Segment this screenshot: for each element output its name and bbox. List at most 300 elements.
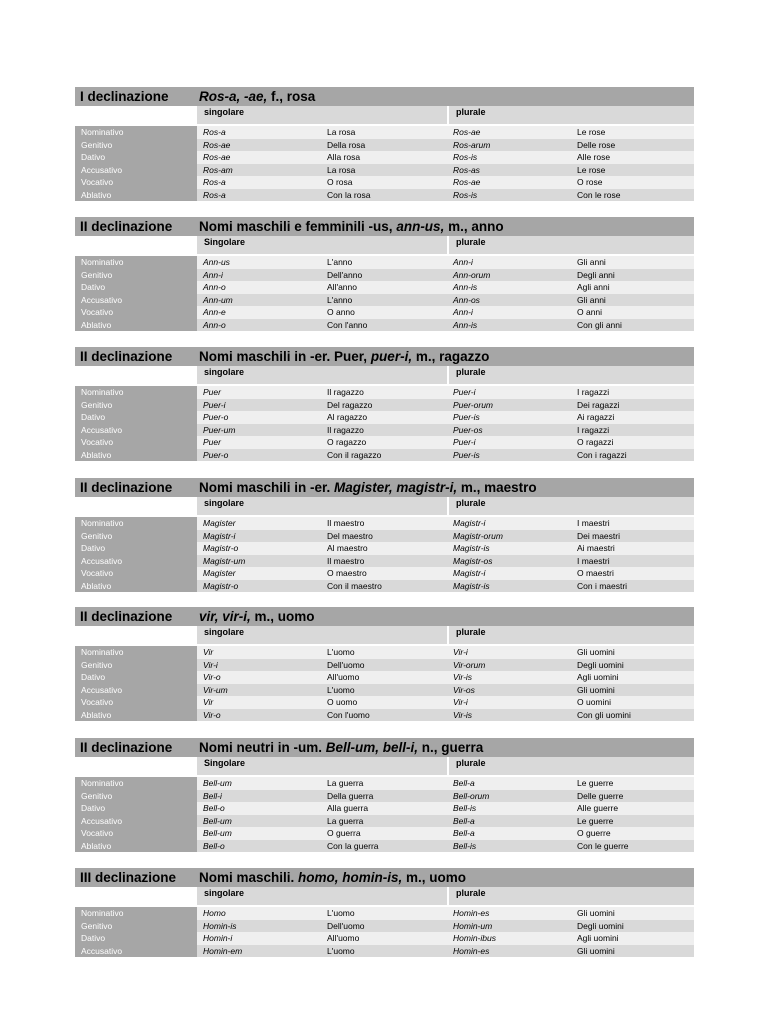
table-row bbox=[75, 411, 694, 424]
table-row bbox=[75, 424, 694, 437]
latin-plural: Magistr-is bbox=[447, 580, 571, 593]
declension-header bbox=[75, 87, 694, 106]
table-row bbox=[75, 684, 694, 697]
latin-singular: Vir-o bbox=[197, 709, 321, 722]
case-spacer bbox=[75, 366, 197, 384]
declension-table bbox=[75, 607, 694, 721]
table-row bbox=[75, 671, 694, 684]
case-name: Vocativo bbox=[75, 567, 197, 580]
plural-label: plurale bbox=[449, 626, 694, 644]
italian-singular: Della guerra bbox=[321, 790, 447, 803]
latin-plural: Vir-i bbox=[447, 646, 571, 659]
singular-label: Singolare bbox=[197, 757, 447, 775]
table-row bbox=[75, 802, 694, 815]
declension-table bbox=[75, 217, 694, 331]
table-row bbox=[75, 256, 694, 269]
number-header bbox=[75, 236, 694, 254]
latin-singular: Puer bbox=[197, 436, 321, 449]
declension-title bbox=[193, 349, 489, 364]
italian-plural: Delle rose bbox=[571, 139, 694, 152]
case-name: Ablativo bbox=[75, 189, 197, 202]
title-part: f., rosa bbox=[267, 89, 316, 104]
latin-singular: Homo bbox=[197, 907, 321, 920]
table-row bbox=[75, 555, 694, 568]
italian-plural: I ragazzi bbox=[571, 424, 694, 437]
declension-rows bbox=[75, 256, 694, 331]
latin-singular: Bell-um bbox=[197, 777, 321, 790]
italian-plural: Gli uomini bbox=[571, 646, 694, 659]
italian-plural: O maestri bbox=[571, 567, 694, 580]
case-spacer bbox=[75, 236, 197, 254]
declension-name: II declinazione bbox=[80, 609, 173, 624]
latin-singular: Homin-em bbox=[197, 945, 321, 958]
case-name: Dativo bbox=[75, 151, 197, 164]
latin-singular: Ros-a bbox=[197, 126, 321, 139]
italian-singular: Dell'uomo bbox=[321, 659, 447, 672]
case-spacer bbox=[75, 757, 197, 775]
latin-singular: Bell-um bbox=[197, 815, 321, 828]
table-row bbox=[75, 932, 694, 945]
table-row bbox=[75, 126, 694, 139]
italian-singular: Del ragazzo bbox=[321, 399, 447, 412]
case-name: Dativo bbox=[75, 932, 197, 945]
table-row bbox=[75, 306, 694, 319]
italian-singular: Con il ragazzo bbox=[321, 449, 447, 462]
italian-singular: All'anno bbox=[321, 281, 447, 294]
table-row bbox=[75, 907, 694, 920]
italian-plural: Con i ragazzi bbox=[571, 449, 694, 462]
latin-singular: Vir-o bbox=[197, 671, 321, 684]
latin-plural: Magistr-i bbox=[447, 567, 571, 580]
italian-plural: I maestri bbox=[571, 555, 694, 568]
italian-plural: Ai maestri bbox=[571, 542, 694, 555]
latin-singular: Bell-um bbox=[197, 827, 321, 840]
latin-singular: Ros-ae bbox=[197, 139, 321, 152]
italian-plural: Agli anni bbox=[571, 281, 694, 294]
declension-header bbox=[75, 217, 694, 236]
italian-plural: Agli uomini bbox=[571, 671, 694, 684]
italian-singular: Dell'uomo bbox=[321, 920, 447, 933]
table-row bbox=[75, 827, 694, 840]
singular-label: singolare bbox=[197, 497, 447, 515]
latin-plural: Ros-arum bbox=[447, 139, 571, 152]
table-row bbox=[75, 319, 694, 332]
case-name: Nominativo bbox=[75, 907, 197, 920]
case-name: Genitivo bbox=[75, 269, 197, 282]
case-name: Dativo bbox=[75, 671, 197, 684]
case-spacer bbox=[75, 887, 197, 905]
number-header bbox=[75, 757, 694, 775]
case-name: Nominativo bbox=[75, 386, 197, 399]
title-part: vir, vir-i, bbox=[199, 609, 251, 624]
case-name: Genitivo bbox=[75, 530, 197, 543]
latin-plural: Ros-ae bbox=[447, 176, 571, 189]
latin-plural: Homin-ibus bbox=[447, 932, 571, 945]
italian-singular: La rosa bbox=[321, 164, 447, 177]
latin-plural: Bell-a bbox=[447, 777, 571, 790]
italian-singular: O anno bbox=[321, 306, 447, 319]
italian-singular: L'anno bbox=[321, 294, 447, 307]
italian-singular: Al ragazzo bbox=[321, 411, 447, 424]
italian-plural: Le rose bbox=[571, 126, 694, 139]
case-name: Nominativo bbox=[75, 646, 197, 659]
latin-plural: Magistr-orum bbox=[447, 530, 571, 543]
italian-singular: L'anno bbox=[321, 256, 447, 269]
case-name: Genitivo bbox=[75, 920, 197, 933]
latin-plural: Vir-is bbox=[447, 709, 571, 722]
table-row bbox=[75, 151, 694, 164]
table-row bbox=[75, 945, 694, 958]
table-row bbox=[75, 777, 694, 790]
case-name: Accusativo bbox=[75, 555, 197, 568]
case-name: Genitivo bbox=[75, 139, 197, 152]
case-name: Nominativo bbox=[75, 256, 197, 269]
latin-singular: Ann-e bbox=[197, 306, 321, 319]
singular-label: singolare bbox=[197, 366, 447, 384]
latin-singular: Magistr-um bbox=[197, 555, 321, 568]
latin-singular: Ros-a bbox=[197, 176, 321, 189]
italian-plural: Gli uomini bbox=[571, 684, 694, 697]
plural-label: plurale bbox=[449, 497, 694, 515]
latin-singular: Puer bbox=[197, 386, 321, 399]
latin-singular: Ann-us bbox=[197, 256, 321, 269]
latin-singular: Homin-i bbox=[197, 932, 321, 945]
case-name: Nominativo bbox=[75, 517, 197, 530]
declension-title bbox=[193, 609, 315, 624]
singular-label: singolare bbox=[197, 106, 447, 124]
declension-rows bbox=[75, 646, 694, 721]
table-row bbox=[75, 530, 694, 543]
latin-singular: Magistr-i bbox=[197, 530, 321, 543]
declension-rows bbox=[75, 907, 694, 957]
italian-plural: Le rose bbox=[571, 164, 694, 177]
case-name: Accusativo bbox=[75, 424, 197, 437]
plural-label: plurale bbox=[449, 106, 694, 124]
declension-header bbox=[75, 868, 694, 887]
italian-plural: Gli uomini bbox=[571, 907, 694, 920]
case-spacer bbox=[75, 106, 197, 124]
table-row bbox=[75, 176, 694, 189]
case-name: Vocativo bbox=[75, 696, 197, 709]
latin-plural: Magistr-is bbox=[447, 542, 571, 555]
latin-singular: Magister bbox=[197, 517, 321, 530]
latin-plural: Ann-orum bbox=[447, 269, 571, 282]
title-part: ann-us, bbox=[396, 219, 445, 234]
latin-plural: Puer-os bbox=[447, 424, 571, 437]
latin-singular: Magistr-o bbox=[197, 542, 321, 555]
title-part: Nomi neutri in -um. bbox=[199, 740, 326, 755]
declension-table bbox=[75, 478, 694, 592]
case-name: Dativo bbox=[75, 542, 197, 555]
title-part: Magister, magistr-i, bbox=[334, 480, 458, 495]
title-part: Nomi maschili e femminili -us, bbox=[199, 219, 397, 234]
table-row bbox=[75, 542, 694, 555]
declension-table bbox=[75, 868, 694, 957]
declension-title bbox=[193, 740, 483, 755]
latin-plural: Bell-is bbox=[447, 840, 571, 853]
latin-plural: Ros-is bbox=[447, 151, 571, 164]
italian-singular: All'uomo bbox=[321, 671, 447, 684]
plural-label: plurale bbox=[449, 236, 694, 254]
table-row bbox=[75, 840, 694, 853]
italian-singular: Alla rosa bbox=[321, 151, 447, 164]
latin-plural: Vir-os bbox=[447, 684, 571, 697]
italian-singular: L'uomo bbox=[321, 945, 447, 958]
italian-plural: Le guerre bbox=[571, 815, 694, 828]
latin-singular: Vir-i bbox=[197, 659, 321, 672]
latin-plural: Bell-is bbox=[447, 802, 571, 815]
latin-plural: Vir-orum bbox=[447, 659, 571, 672]
italian-singular: O guerra bbox=[321, 827, 447, 840]
italian-plural: Con i maestri bbox=[571, 580, 694, 593]
latin-plural: Ann-i bbox=[447, 306, 571, 319]
latin-plural: Ros-as bbox=[447, 164, 571, 177]
italian-plural: Ai ragazzi bbox=[571, 411, 694, 424]
case-name: Nominativo bbox=[75, 777, 197, 790]
italian-singular: Con l'anno bbox=[321, 319, 447, 332]
latin-plural: Homin-um bbox=[447, 920, 571, 933]
latin-singular: Ann-o bbox=[197, 319, 321, 332]
latin-singular: Magister bbox=[197, 567, 321, 580]
latin-singular: Ros-am bbox=[197, 164, 321, 177]
latin-singular: Homin-is bbox=[197, 920, 321, 933]
case-name: Vocativo bbox=[75, 827, 197, 840]
latin-plural: Bell-a bbox=[447, 827, 571, 840]
case-name: Vocativo bbox=[75, 306, 197, 319]
number-header bbox=[75, 366, 694, 384]
italian-plural: O ragazzi bbox=[571, 436, 694, 449]
italian-singular: Con la rosa bbox=[321, 189, 447, 202]
plural-label: plurale bbox=[449, 757, 694, 775]
latin-plural: Ros-ae bbox=[447, 126, 571, 139]
declension-header bbox=[75, 607, 694, 626]
italian-singular: Alla guerra bbox=[321, 802, 447, 815]
declension-title bbox=[193, 89, 315, 104]
latin-plural: Puer-i bbox=[447, 436, 571, 449]
title-part: puer-i, bbox=[370, 349, 413, 364]
case-name: Dativo bbox=[75, 802, 197, 815]
declension-title bbox=[193, 219, 504, 234]
italian-plural: Con gli anni bbox=[571, 319, 694, 332]
italian-plural: O uomini bbox=[571, 696, 694, 709]
declension-table bbox=[75, 738, 694, 852]
table-row bbox=[75, 517, 694, 530]
number-header bbox=[75, 626, 694, 644]
latin-plural: Ann-is bbox=[447, 281, 571, 294]
title-part: Nomi maschili. bbox=[199, 870, 299, 885]
singular-label: Singolare bbox=[197, 236, 447, 254]
title-part: Ros-a, -ae, bbox=[199, 89, 268, 104]
declension-name: II declinazione bbox=[80, 740, 173, 755]
italian-plural: Le guerre bbox=[571, 777, 694, 790]
latin-singular: Puer-um bbox=[197, 424, 321, 437]
case-spacer bbox=[75, 626, 197, 644]
latin-singular: Puer-i bbox=[197, 399, 321, 412]
italian-singular: La guerra bbox=[321, 777, 447, 790]
case-name: Dativo bbox=[75, 411, 197, 424]
italian-plural: Degli uomini bbox=[571, 920, 694, 933]
latin-singular: Bell-o bbox=[197, 802, 321, 815]
italian-singular: L'uomo bbox=[321, 907, 447, 920]
table-row bbox=[75, 646, 694, 659]
title-part: n., guerra bbox=[418, 740, 484, 755]
italian-plural: Delle guerre bbox=[571, 790, 694, 803]
latin-plural: Vir-i bbox=[447, 696, 571, 709]
title-part: m., anno bbox=[444, 219, 504, 234]
italian-plural: Gli uomini bbox=[571, 945, 694, 958]
table-row bbox=[75, 269, 694, 282]
case-name: Ablativo bbox=[75, 840, 197, 853]
italian-singular: Con l'uomo bbox=[321, 709, 447, 722]
case-name: Nominativo bbox=[75, 126, 197, 139]
italian-singular: Il ragazzo bbox=[321, 424, 447, 437]
table-row bbox=[75, 189, 694, 202]
table-row bbox=[75, 709, 694, 722]
italian-singular: O ragazzo bbox=[321, 436, 447, 449]
table-row bbox=[75, 449, 694, 462]
case-name: Genitivo bbox=[75, 790, 197, 803]
italian-singular: La rosa bbox=[321, 126, 447, 139]
latin-plural: Bell-orum bbox=[447, 790, 571, 803]
title-part: m., uomo bbox=[402, 870, 467, 885]
italian-plural: O rose bbox=[571, 176, 694, 189]
table-row bbox=[75, 920, 694, 933]
case-spacer bbox=[75, 497, 197, 515]
table-row bbox=[75, 139, 694, 152]
italian-plural: O anni bbox=[571, 306, 694, 319]
declension-rows bbox=[75, 386, 694, 461]
table-row bbox=[75, 281, 694, 294]
declension-header bbox=[75, 478, 694, 497]
latin-singular: Bell-i bbox=[197, 790, 321, 803]
latin-singular: Puer-o bbox=[197, 411, 321, 424]
declension-name: II declinazione bbox=[80, 349, 173, 364]
table-row bbox=[75, 294, 694, 307]
italian-singular: O rosa bbox=[321, 176, 447, 189]
italian-plural: Alle rose bbox=[571, 151, 694, 164]
table-row bbox=[75, 790, 694, 803]
declension-header bbox=[75, 738, 694, 757]
table-row bbox=[75, 567, 694, 580]
latin-singular: Vir bbox=[197, 646, 321, 659]
case-name: Genitivo bbox=[75, 399, 197, 412]
plural-label: plurale bbox=[449, 887, 694, 905]
declension-name: III declinazione bbox=[80, 870, 177, 885]
declension-table bbox=[75, 347, 694, 461]
table-row bbox=[75, 696, 694, 709]
case-name: Accusativo bbox=[75, 815, 197, 828]
singular-label: singolare bbox=[197, 887, 447, 905]
latin-plural: Puer-is bbox=[447, 449, 571, 462]
case-name: Ablativo bbox=[75, 709, 197, 722]
case-name: Accusativo bbox=[75, 684, 197, 697]
italian-plural: Con gli uomini bbox=[571, 709, 694, 722]
table-row bbox=[75, 164, 694, 177]
latin-singular: Magistr-o bbox=[197, 580, 321, 593]
case-name: Vocativo bbox=[75, 176, 197, 189]
italian-singular: L'uomo bbox=[321, 684, 447, 697]
latin-plural: Homin-es bbox=[447, 945, 571, 958]
case-name: Genitivo bbox=[75, 659, 197, 672]
italian-singular: Della rosa bbox=[321, 139, 447, 152]
declension-name: II declinazione bbox=[80, 219, 173, 234]
latin-plural: Bell-a bbox=[447, 815, 571, 828]
italian-singular: Il maestro bbox=[321, 555, 447, 568]
latin-singular: Puer-o bbox=[197, 449, 321, 462]
italian-singular: Con la guerra bbox=[321, 840, 447, 853]
declension-rows bbox=[75, 517, 694, 592]
italian-plural: Dei maestri bbox=[571, 530, 694, 543]
singular-label: singolare bbox=[197, 626, 447, 644]
latin-singular: Ann-i bbox=[197, 269, 321, 282]
italian-singular: O uomo bbox=[321, 696, 447, 709]
declension-rows bbox=[75, 777, 694, 852]
title-part: Nomi maschili in -er. bbox=[199, 480, 335, 495]
italian-plural: Alle guerre bbox=[571, 802, 694, 815]
latin-singular: Ann-o bbox=[197, 281, 321, 294]
italian-plural: Gli anni bbox=[571, 256, 694, 269]
title-part: m., uomo bbox=[250, 609, 315, 624]
table-row bbox=[75, 580, 694, 593]
case-name: Accusativo bbox=[75, 945, 197, 958]
latin-plural: Vir-is bbox=[447, 671, 571, 684]
declension-name: I declinazione bbox=[80, 89, 169, 104]
latin-singular: Ros-a bbox=[197, 189, 321, 202]
latin-singular: Bell-o bbox=[197, 840, 321, 853]
italian-singular: L'uomo bbox=[321, 646, 447, 659]
latin-singular: Ann-um bbox=[197, 294, 321, 307]
italian-plural: Agli uomini bbox=[571, 932, 694, 945]
italian-singular: Con il maestro bbox=[321, 580, 447, 593]
title-part: m., maestro bbox=[457, 480, 537, 495]
italian-singular: Del maestro bbox=[321, 530, 447, 543]
declension-title bbox=[193, 480, 537, 495]
latin-plural: Puer-orum bbox=[447, 399, 571, 412]
declension-rows bbox=[75, 126, 694, 201]
plural-label: plurale bbox=[449, 366, 694, 384]
latin-plural: Ann-i bbox=[447, 256, 571, 269]
title-part: homo, homin-is, bbox=[298, 870, 403, 885]
case-name: Vocativo bbox=[75, 436, 197, 449]
number-header bbox=[75, 106, 694, 124]
title-part: m., ragazzo bbox=[412, 349, 490, 364]
case-name: Accusativo bbox=[75, 294, 197, 307]
italian-plural: Gli anni bbox=[571, 294, 694, 307]
italian-plural: I ragazzi bbox=[571, 386, 694, 399]
italian-singular: O maestro bbox=[321, 567, 447, 580]
italian-plural: Degli uomini bbox=[571, 659, 694, 672]
table-row bbox=[75, 659, 694, 672]
declension-title bbox=[193, 870, 466, 885]
latin-plural: Ann-os bbox=[447, 294, 571, 307]
number-header bbox=[75, 497, 694, 515]
latin-plural: Homin-es bbox=[447, 907, 571, 920]
case-name: Dativo bbox=[75, 281, 197, 294]
italian-singular: Dell'anno bbox=[321, 269, 447, 282]
table-row bbox=[75, 436, 694, 449]
case-name: Ablativo bbox=[75, 319, 197, 332]
table-row bbox=[75, 815, 694, 828]
latin-singular: Ros-ae bbox=[197, 151, 321, 164]
declension-table bbox=[75, 87, 694, 201]
title-part: Bell-um, bell-i, bbox=[325, 740, 419, 755]
latin-plural: Puer-is bbox=[447, 411, 571, 424]
latin-plural: Magistr-i bbox=[447, 517, 571, 530]
latin-plural: Ros-is bbox=[447, 189, 571, 202]
case-name: Ablativo bbox=[75, 449, 197, 462]
declension-name: II declinazione bbox=[80, 480, 173, 495]
italian-singular: All'uomo bbox=[321, 932, 447, 945]
